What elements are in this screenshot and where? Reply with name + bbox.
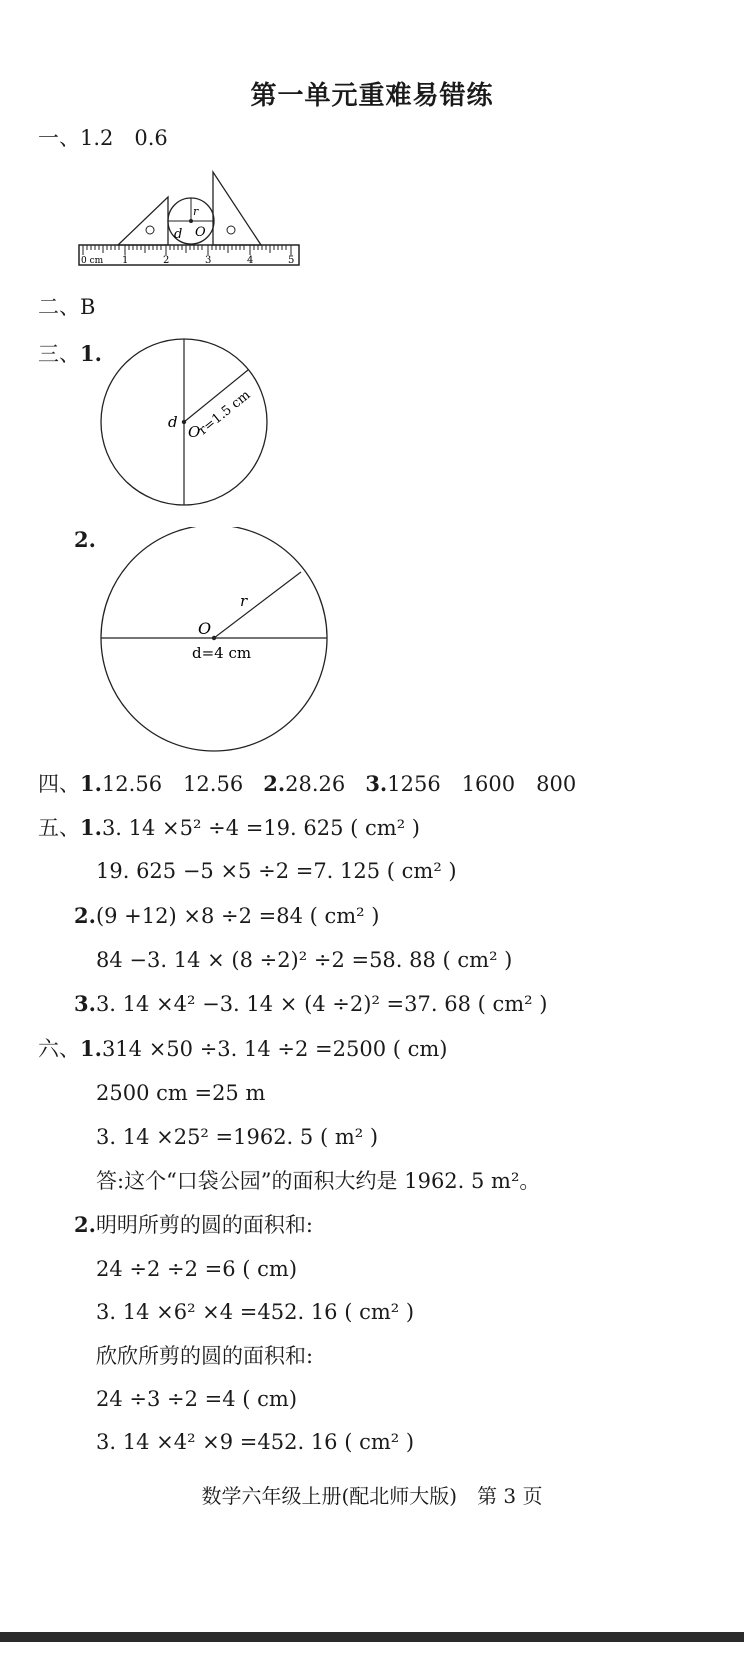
section-5-label: 五、 — [38, 816, 80, 840]
bottom-scan-edge — [0, 1632, 744, 1642]
coin-o-label: O — [195, 225, 206, 240]
section-6-line-6: 24 ÷2 ÷2 =6 ( cm) — [96, 1257, 298, 1281]
section-5-n2: 2. — [74, 903, 96, 928]
circle-1-d-label: d — [168, 413, 178, 431]
section-2 — [38, 293, 95, 321]
circle-2-center — [212, 636, 216, 640]
section-2-answer: B — [80, 295, 96, 319]
circle-1-center — [182, 420, 186, 424]
section-5-line-4: 84 −3. 14 × (8 ÷2)² ÷2 =58. 88 ( cm² ) — [96, 948, 513, 972]
section-6-line-2: 2500 cm =25 m — [96, 1081, 266, 1105]
circle-2-r-label: r — [240, 592, 248, 610]
section-5-row-1 — [38, 814, 420, 842]
circle-2-o-label: O — [198, 619, 212, 638]
ruler-ticks — [83, 245, 291, 255]
right-square-hole — [227, 226, 235, 234]
ruler-label-4: 4 — [247, 255, 254, 266]
section-5-n3: 3. — [74, 991, 96, 1016]
section-5-line-1: 3. 14 ×5² ÷4 =19. 625 ( cm² ) — [101, 816, 420, 840]
section-6-line-1: 314 ×50 ÷3. 14 ÷2 =2500 ( cm) — [101, 1037, 448, 1061]
section-4-a1: 12.56 12.56 — [101, 772, 244, 796]
section-3-item-1: 1. — [80, 341, 102, 366]
circle-1-r-label: r=1.5 cm — [196, 387, 254, 439]
section-6-row-1 — [38, 1035, 447, 1063]
section-4-n3: 3. — [365, 771, 388, 796]
section-3 — [38, 340, 102, 368]
section-4-n1: 1. — [80, 771, 102, 796]
section-5-line-3: (9 +12) ×8 ÷2 =84 ( cm² ) — [95, 904, 380, 928]
section-6-line-10: 3. 14 ×4² ×9 =452. 16 ( cm² ) — [96, 1430, 415, 1454]
section-5-line-2: 19. 625 −5 ×5 ÷2 =7. 125 ( cm² ) — [96, 859, 457, 883]
section-6-line-9: 24 ÷3 ÷2 =4 ( cm) — [96, 1387, 298, 1411]
coin-r-label: r — [193, 205, 199, 218]
ruler-label-2: 2 — [163, 255, 170, 266]
left-square-hole — [146, 226, 154, 234]
ruler-label-1: 1 — [122, 255, 129, 266]
ruler-label-0: 0 cm — [81, 256, 104, 266]
section-5-row-3 — [74, 902, 379, 930]
circle-figure-1 — [96, 336, 276, 508]
section-1 — [38, 124, 168, 152]
section-6-row-5 — [74, 1211, 313, 1239]
circle-1-o-label: O — [188, 423, 201, 441]
section-6-line-4: 答:这个“口袋公园”的面积大约是 1962. 5 m²。 — [96, 1169, 541, 1193]
coin-d-label: d — [174, 227, 183, 242]
section-3-label: 三、 — [38, 342, 80, 366]
page-footer: 数学六年级上册(配北师大版) 第 3 页 — [201, 1484, 543, 1508]
section-4-a2: 28.26 — [285, 772, 346, 796]
section-4-a3: 1256 1600 800 — [387, 772, 577, 796]
section-6-n2: 2. — [74, 1212, 96, 1237]
section-4-n2: 2. — [263, 771, 286, 796]
section-4-label: 四、 — [38, 772, 80, 796]
circle-figure-2 — [98, 527, 338, 757]
ruler-figure — [76, 166, 306, 272]
left-set-square — [118, 197, 168, 245]
page-title: 第一单元重难易错练 — [250, 81, 494, 111]
section-5-line-5: 3. 14 ×4² −3. 14 × (4 ÷2)² =37. 68 ( cm² ) — [95, 992, 548, 1016]
section-6-line-8: 欣欣所剪的圆的面积和: — [96, 1344, 314, 1368]
section-5-n1: 1. — [80, 815, 102, 840]
circle-2-radius — [214, 572, 301, 638]
section-6-line-7: 3. 14 ×6² ×4 =452. 16 ( cm² ) — [96, 1300, 415, 1324]
section-4 — [38, 770, 576, 798]
section-6-line-5: 明明所剪的圆的面积和: — [95, 1213, 314, 1237]
section-6-n1: 1. — [80, 1036, 102, 1061]
right-set-square — [213, 172, 261, 245]
section-5-row-5 — [74, 990, 547, 1018]
circle-2-d-label: d=4 cm — [192, 644, 252, 662]
section-6-line-3: 3. 14 ×25² =1962. 5 ( m² ) — [96, 1125, 379, 1149]
section-6-label: 六、 — [38, 1037, 80, 1061]
section-2-label: 二、 — [38, 295, 80, 319]
section-1-label: 一、 — [38, 126, 80, 150]
section-3-item-2: 2. — [74, 527, 96, 552]
ruler-label-3: 3 — [205, 255, 212, 266]
ruler-label-5: 5 — [288, 255, 295, 266]
coin-center — [189, 219, 193, 223]
section-1-answer: 1.2 0.6 — [80, 126, 168, 150]
